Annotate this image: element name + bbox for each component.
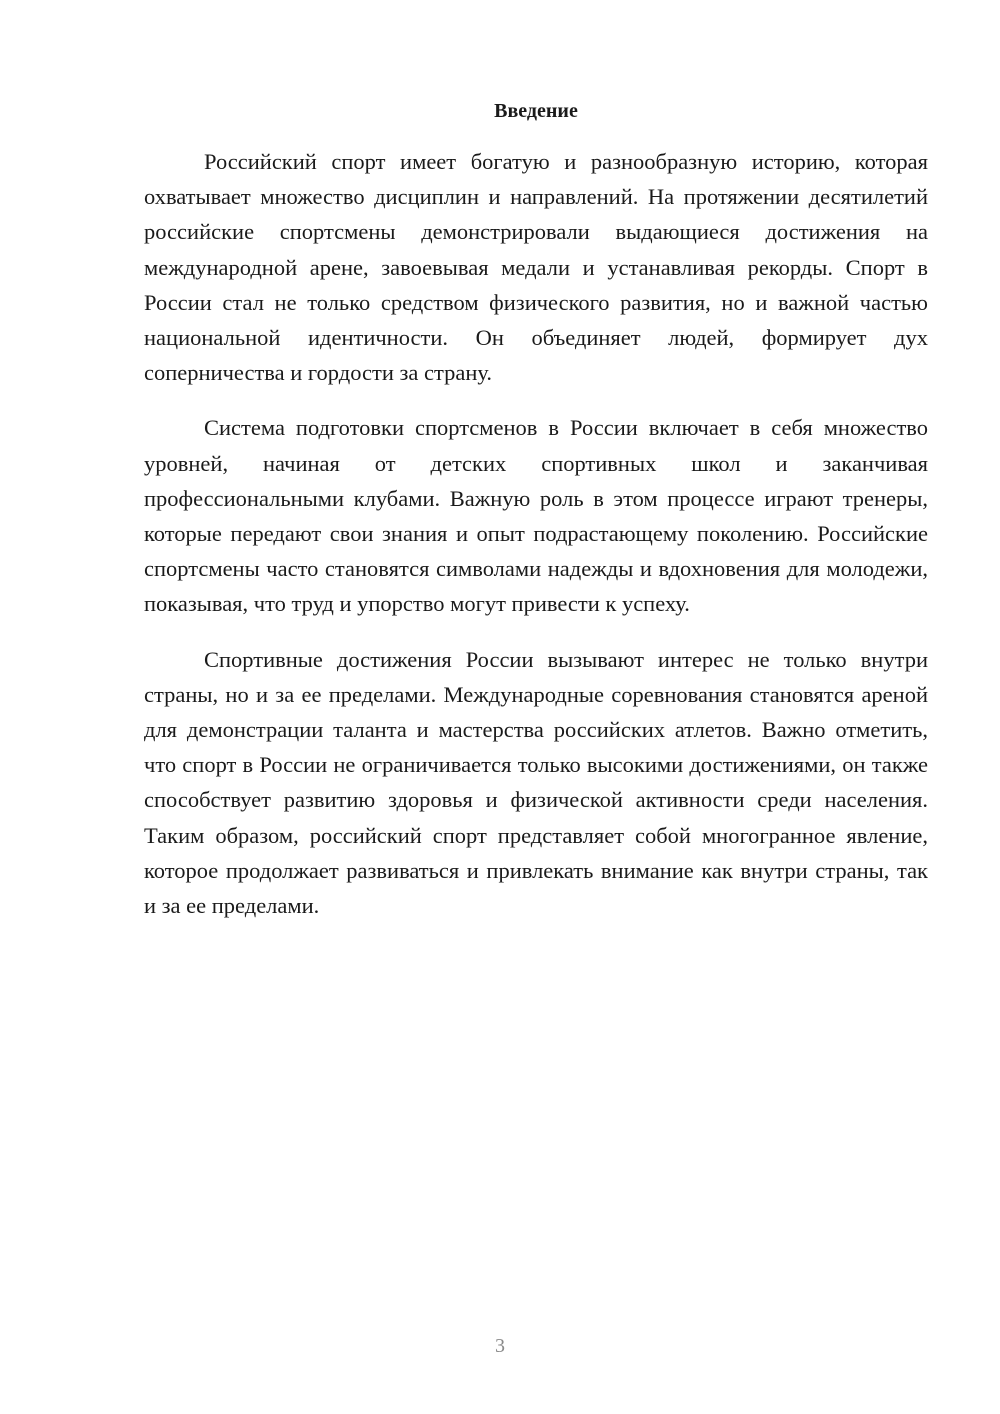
paragraph-2: Система подготовки спортсменов в России включает в себя множество уровней, начиная от детских спортивных школ и заканчивая профессиональными клубами. Важную роль в этом процессе играют тренеры, которые передают свои знания и опыт подрастающему поколению. Российские спортсмены часто становятся символами надежды и вдохновения для молодежи, показывая, что труд и упорство могут привести к успеху. — [144, 415, 928, 617]
page-number: 3 — [495, 1335, 505, 1357]
paragraph-1: Российский спорт имеет богатую и разнообразную историю, которая охватывает множество дисциплин и направлений. На протяжении десятилетий российские спортсмены демонстрировали выдающиеся достижения на международной арене, завоевывая медали и устанавливая рекорды. Спорт в России стал не только средством физического развития, но и важной частью национальной идентичности. Он объединяет людей, формирует дух соперничества и гордости за страну. — [144, 149, 928, 386]
paragraph-3: Спортивные достижения России вызывают интерес не только внутри страны, но и за ее пределами. Международные соревнования становятся ареной для демонстрации таланта и мастерства российских атлетов. Важно отметить, что спорт в России не ограничивается только высокими достижениями, он также способствует развитию здоровья и физической активности среди населения. Таким образом, российский спорт представляет собой многогранное явление, которое продолжает развиваться и привлекать внимание как внутри страны, так и за ее пределами. — [144, 646, 928, 919]
section-title: Введение — [494, 100, 578, 122]
body-text — [144, 144, 928, 943]
